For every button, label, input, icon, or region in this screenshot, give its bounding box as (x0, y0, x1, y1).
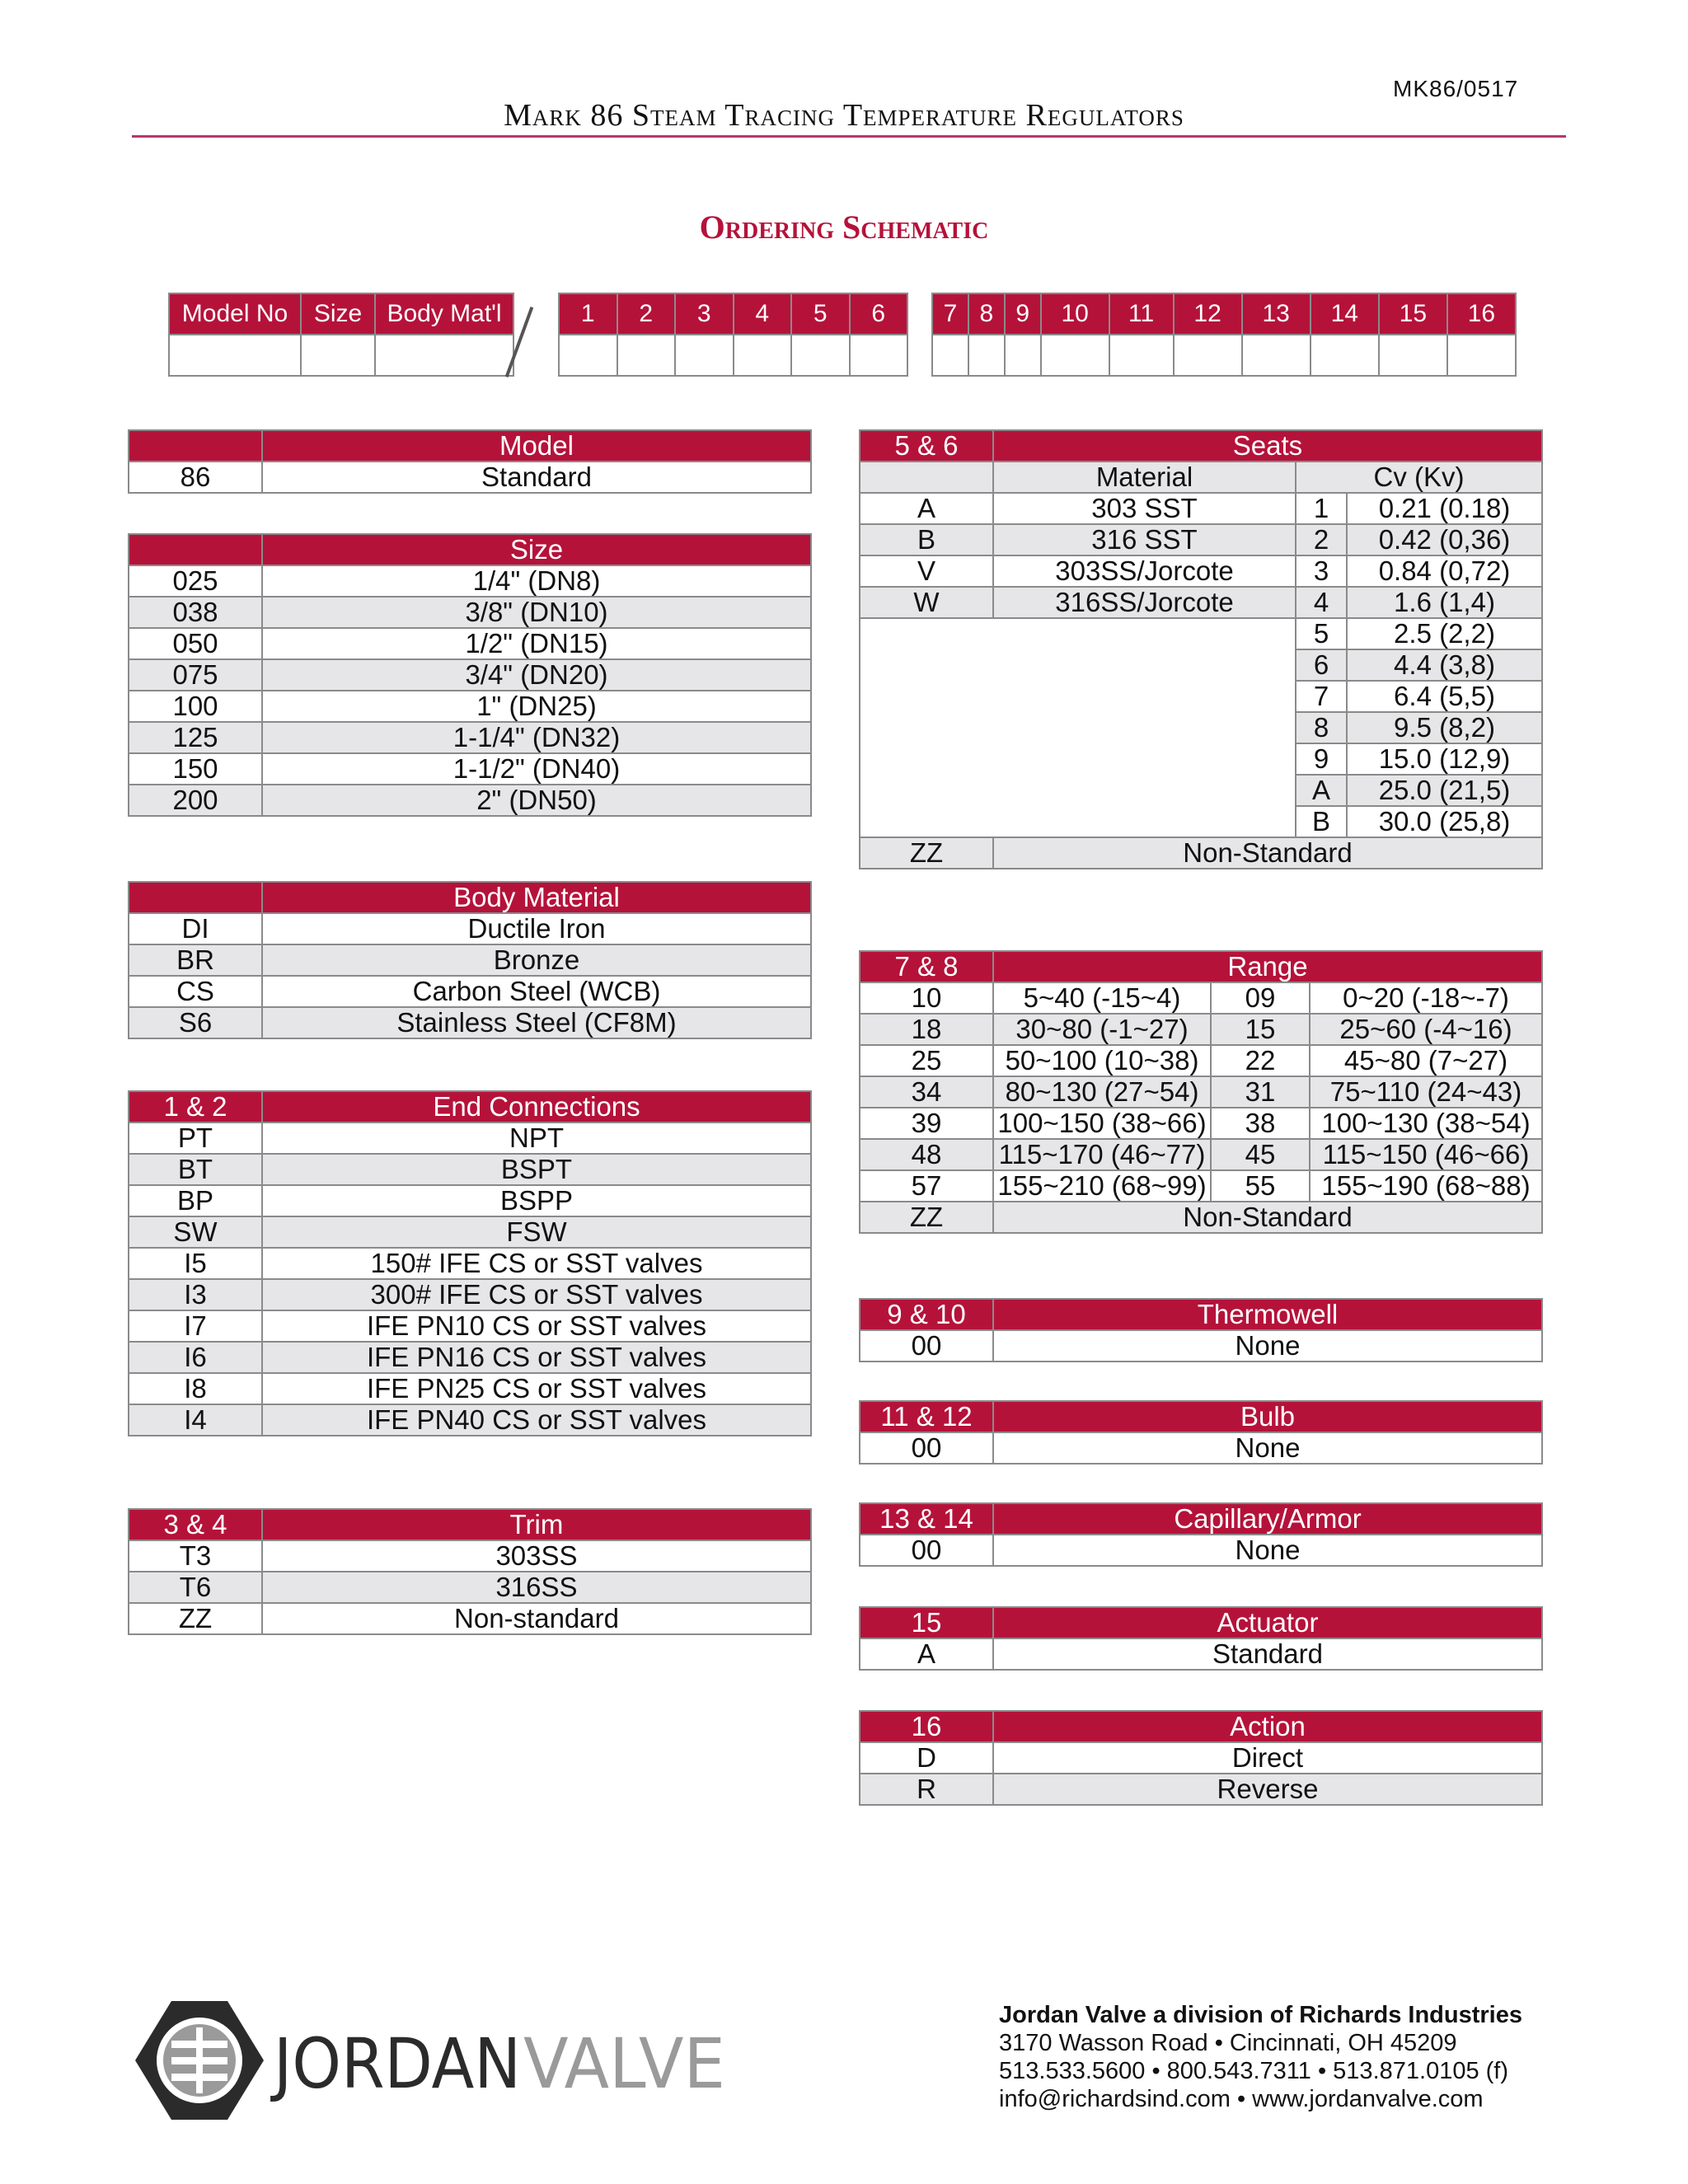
schematic-position-header: 7 (932, 293, 968, 335)
table-header-row (129, 430, 811, 462)
option-code: BR (129, 944, 262, 976)
range-code: 25 (860, 1045, 993, 1076)
table-row (129, 1007, 811, 1038)
table-row (129, 1373, 811, 1404)
empty-cell (860, 462, 993, 493)
capillary-armor-table (859, 1502, 1543, 1567)
schematic-position-header: 10 (1041, 293, 1109, 335)
option-description: 300# IFE CS or SST valves (262, 1279, 811, 1310)
table-row (129, 1404, 811, 1436)
cv-value: 2.5 (2,2) (1347, 618, 1542, 649)
option-code-header: 3 & 4 (129, 1509, 262, 1540)
option-code: 86 (129, 462, 262, 493)
option-code-header: 1 & 2 (129, 1091, 262, 1122)
table-row (129, 597, 811, 628)
schematic-group-2 (558, 293, 908, 377)
option-code-header: 11 & 12 (860, 1401, 993, 1432)
option-description: IFE PN25 CS or SST valves (262, 1373, 811, 1404)
range-code: 15 (1211, 1014, 1310, 1045)
table-header-row (860, 430, 1542, 462)
option-code: 050 (129, 628, 262, 659)
option-code: ZZ (129, 1603, 262, 1634)
table-title: Model (262, 430, 811, 462)
table-row (860, 1014, 1542, 1045)
jordan-valve-logo (124, 1986, 750, 2135)
cv-code: 3 (1296, 555, 1347, 587)
option-code: T6 (129, 1572, 262, 1603)
cv-code: 8 (1296, 712, 1347, 743)
schematic-position-header: 6 (850, 293, 908, 335)
table-row (860, 587, 1542, 618)
schematic-position-header: 2 (617, 293, 676, 335)
range-code: 55 (1211, 1170, 1310, 1202)
cv-code: A (1296, 775, 1347, 806)
option-code: I6 (129, 1342, 262, 1373)
schematic-entry-box[interactable] (169, 335, 301, 376)
option-description: 1/2" (DN15) (262, 628, 811, 659)
option-code: 100 (129, 691, 262, 722)
option-code: 00 (860, 1535, 993, 1566)
table-row (860, 1076, 1542, 1108)
option-description: BSPT (262, 1154, 811, 1185)
schematic-position-header: 8 (968, 293, 1005, 335)
option-code: W (860, 587, 993, 618)
company-name: Jordan Valve a division of Richards Industries (999, 2002, 1522, 2028)
option-description: 150# IFE CS or SST valves (262, 1248, 811, 1279)
option-description: 1/4" (DN8) (262, 565, 811, 597)
cv-code: 2 (1296, 524, 1347, 555)
cv-value: 25.0 (21,5) (1347, 775, 1542, 806)
table-row (860, 837, 1542, 869)
option-code: ZZ (860, 837, 993, 869)
cv-code: 1 (1296, 493, 1347, 524)
schematic-entry-box[interactable] (1379, 335, 1447, 376)
cv-value: 15.0 (12,9) (1347, 743, 1542, 775)
option-code: 00 (860, 1432, 993, 1464)
table-row (129, 565, 811, 597)
table-title: Trim (262, 1509, 811, 1540)
range-value: 75~110 (24~43) (1310, 1076, 1542, 1108)
schematic-entry-box[interactable] (734, 335, 792, 376)
schematic-entry-box[interactable] (1242, 335, 1311, 376)
schematic-position-header: 11 (1109, 293, 1174, 335)
option-description: Stainless Steel (CF8M) (262, 1007, 811, 1038)
schematic-entry-box[interactable] (559, 335, 617, 376)
schematic-group-3 (931, 293, 1517, 377)
option-code: BP (129, 1185, 262, 1216)
cv-header: Cv (Kv) (1296, 462, 1542, 493)
document-code: MK86/0517 (1393, 76, 1519, 101)
table-row (860, 1330, 1542, 1361)
table-row (129, 1342, 811, 1373)
range-code: 10 (860, 982, 993, 1014)
schematic-header-model-no: Model No (169, 293, 301, 335)
option-code: S6 (129, 1007, 262, 1038)
option-description: 1-1/4" (DN32) (262, 722, 811, 753)
table-row (129, 785, 811, 816)
option-description: None (993, 1432, 1542, 1464)
schematic-entry-box[interactable] (1005, 335, 1041, 376)
bulb-table (859, 1400, 1543, 1465)
option-code: A (860, 493, 993, 524)
table-header-row (860, 1607, 1542, 1638)
table-row (860, 1774, 1542, 1805)
table-row (860, 1432, 1542, 1464)
option-code: DI (129, 913, 262, 944)
range-value: 100~130 (38~54) (1310, 1108, 1542, 1139)
option-code: 150 (129, 753, 262, 785)
option-description: Non-Standard (993, 837, 1542, 869)
cv-code: 9 (1296, 743, 1347, 775)
schematic-position-header: 3 (675, 293, 734, 335)
option-description: Standard (262, 462, 811, 493)
option-code: 025 (129, 565, 262, 597)
table-header-row (129, 534, 811, 565)
range-code: 48 (860, 1139, 993, 1170)
option-description: IFE PN40 CS or SST valves (262, 1404, 811, 1436)
option-code: 125 (129, 722, 262, 753)
range-code: 31 (1211, 1076, 1310, 1108)
range-value: 100~150 (38~66) (993, 1108, 1211, 1139)
option-description: Non-standard (262, 1603, 811, 1634)
table-row (860, 493, 1542, 524)
option-description: Ductile Iron (262, 913, 811, 944)
option-code: D (860, 1742, 993, 1774)
option-code: I5 (129, 1248, 262, 1279)
range-value: 115~170 (46~77) (993, 1139, 1211, 1170)
table-row (860, 1170, 1542, 1202)
table-row (129, 691, 811, 722)
schematic-entry-box[interactable] (1041, 335, 1109, 376)
option-description: None (993, 1535, 1542, 1566)
option-description: NPT (262, 1122, 811, 1154)
option-code-header: 7 & 8 (860, 951, 993, 982)
schematic-entry-box[interactable] (968, 335, 1005, 376)
option-description: 303SS (262, 1540, 811, 1572)
table-title: Size (262, 534, 811, 565)
table-row (860, 524, 1542, 555)
table-row (860, 1742, 1542, 1774)
option-code-header (129, 534, 262, 565)
option-description: 316SS (262, 1572, 811, 1603)
option-description: IFE PN10 CS or SST valves (262, 1310, 811, 1342)
option-code: T3 (129, 1540, 262, 1572)
option-description: Reverse (993, 1774, 1542, 1805)
option-code: 075 (129, 659, 262, 691)
material-header: Material (993, 462, 1296, 493)
table-row (860, 1638, 1542, 1670)
option-code-header: 13 & 14 (860, 1503, 993, 1535)
option-description: None (993, 1330, 1542, 1361)
table-row (129, 1603, 811, 1634)
table-title: Bulb (993, 1401, 1542, 1432)
table-row (129, 1122, 811, 1154)
body-material-table (128, 881, 812, 1039)
option-code-header: 5 & 6 (860, 430, 993, 462)
logo-emblem-icon (135, 2001, 264, 2120)
table-row (129, 1154, 811, 1185)
option-code: PT (129, 1122, 262, 1154)
cv-value: 0.84 (0,72) (1347, 555, 1542, 587)
range-value: 155~210 (68~99) (993, 1170, 1211, 1202)
cv-code: 5 (1296, 618, 1347, 649)
model-table (128, 429, 812, 494)
table-title: Range (993, 951, 1542, 982)
table-row (129, 1310, 811, 1342)
range-code: 22 (1211, 1045, 1310, 1076)
option-description: Bronze (262, 944, 811, 976)
size-table (128, 533, 812, 817)
table-row (860, 1535, 1542, 1566)
end-connections-table (128, 1090, 812, 1436)
table-row (860, 982, 1542, 1014)
table-row (129, 462, 811, 493)
option-code-header: 9 & 10 (860, 1299, 993, 1330)
table-header-row (860, 951, 1542, 982)
schematic-entry-box[interactable] (932, 335, 968, 376)
range-code: 57 (860, 1170, 993, 1202)
table-title: Seats (993, 430, 1542, 462)
range-code: 09 (1211, 982, 1310, 1014)
table-row (860, 1139, 1542, 1170)
option-code: B (860, 524, 993, 555)
table-row (129, 1216, 811, 1248)
header-rule (132, 135, 1566, 138)
option-code: 00 (860, 1330, 993, 1361)
table-header-row (860, 1401, 1542, 1432)
option-description: 1-1/2" (DN40) (262, 753, 811, 785)
schematic-position-header: 15 (1379, 293, 1447, 335)
table-row (129, 1572, 811, 1603)
range-code: 34 (860, 1076, 993, 1108)
option-code: I3 (129, 1279, 262, 1310)
schematic-position-header: 1 (559, 293, 617, 335)
cv-value: 30.0 (25,8) (1347, 806, 1542, 837)
table-title: Body Material (262, 882, 811, 913)
schematic-entry-box[interactable] (375, 335, 513, 376)
range-code: 39 (860, 1108, 993, 1139)
table-header-row (860, 1503, 1542, 1535)
schematic-position-header: 16 (1447, 293, 1516, 335)
option-code: 200 (129, 785, 262, 816)
schematic-position-header: 5 (791, 293, 850, 335)
option-code: I7 (129, 1310, 262, 1342)
table-title: Action (993, 1711, 1542, 1742)
table-row (129, 753, 811, 785)
schematic-position-header: 14 (1311, 293, 1379, 335)
cv-code: 4 (1296, 587, 1347, 618)
action-table (859, 1710, 1543, 1806)
cv-code: 6 (1296, 649, 1347, 681)
option-code: A (860, 1638, 993, 1670)
option-code-header: 15 (860, 1607, 993, 1638)
schematic-position-header: 13 (1242, 293, 1311, 335)
address: 3170 Wasson Road • Cincinnati, OH 45209 (999, 2030, 1457, 2056)
table-row (129, 1185, 811, 1216)
cv-code: B (1296, 806, 1347, 837)
option-description: 316 SST (993, 524, 1296, 555)
schematic-header-body-matl: Body Mat'l (375, 293, 513, 335)
option-code: R (860, 1774, 993, 1805)
table-row (129, 722, 811, 753)
option-code: I4 (129, 1404, 262, 1436)
table-title: Thermowell (993, 1299, 1542, 1330)
table-header-row (860, 1711, 1542, 1742)
schematic-position-header: 9 (1005, 293, 1041, 335)
schematic-entry-box[interactable] (1109, 335, 1174, 376)
range-value: 115~150 (46~66) (1310, 1139, 1542, 1170)
contact-block (999, 2001, 1522, 2113)
option-description: 316SS/Jorcote (993, 587, 1296, 618)
option-description: IFE PN16 CS or SST valves (262, 1342, 811, 1373)
table-title: Capillary/Armor (993, 1503, 1542, 1535)
table-row (860, 618, 1542, 649)
email-website: info@richardsind.com • www.jordanvalve.com (999, 2086, 1484, 2112)
table-subheader-row (860, 462, 1542, 493)
section-title: Ordering Schematic (699, 209, 989, 246)
table-header-row (129, 882, 811, 913)
option-code: BT (129, 1154, 262, 1185)
schematic-entry-box[interactable] (301, 335, 375, 376)
range-value: 0~20 (-18~-7) (1310, 982, 1542, 1014)
option-description: FSW (262, 1216, 811, 1248)
schematic-entry-box[interactable] (1311, 335, 1379, 376)
range-value: 155~190 (68~88) (1310, 1170, 1542, 1202)
range-value: 25~60 (-4~16) (1310, 1014, 1542, 1045)
document-title: Mark 86 Steam Tracing Temperature Regulators (504, 98, 1184, 133)
option-code-header: 16 (860, 1711, 993, 1742)
schematic-header-size: Size (301, 293, 375, 335)
range-value: 45~80 (7~27) (1310, 1045, 1542, 1076)
trim-table (128, 1508, 812, 1635)
table-header-row (860, 1299, 1542, 1330)
table-header-row (129, 1091, 811, 1122)
option-code: ZZ (860, 1202, 993, 1233)
option-description: 2" (DN50) (262, 785, 811, 816)
range-table (859, 950, 1543, 1234)
table-row (860, 1202, 1542, 1233)
option-code-header (129, 430, 262, 462)
cv-value: 4.4 (3,8) (1347, 649, 1542, 681)
option-code: 038 (129, 597, 262, 628)
range-value: 30~80 (-1~27) (993, 1014, 1211, 1045)
table-row (860, 555, 1542, 587)
option-description: 1" (DN25) (262, 691, 811, 722)
range-value: 5~40 (-15~4) (993, 982, 1211, 1014)
schematic-entry-box[interactable] (675, 335, 734, 376)
cv-value: 6.4 (5,5) (1347, 681, 1542, 712)
option-code: I8 (129, 1373, 262, 1404)
cv-value: 9.5 (8,2) (1347, 712, 1542, 743)
option-description: 3/8" (DN10) (262, 597, 811, 628)
range-value: 80~130 (27~54) (993, 1076, 1211, 1108)
table-row (129, 1540, 811, 1572)
schematic-entry-box[interactable] (791, 335, 850, 376)
option-description: Direct (993, 1742, 1542, 1774)
table-row (860, 1108, 1542, 1139)
cv-value: 0.21 (0.18) (1347, 493, 1542, 524)
cv-code: 7 (1296, 681, 1347, 712)
table-row (129, 913, 811, 944)
option-description: 303SS/Jorcote (993, 555, 1296, 587)
option-description: 303 SST (993, 493, 1296, 524)
table-row (129, 1248, 811, 1279)
cv-value: 1.6 (1,4) (1347, 587, 1542, 618)
schematic-entry-box[interactable] (617, 335, 676, 376)
thermowell-table (859, 1298, 1543, 1362)
table-title: End Connections (262, 1091, 811, 1122)
schematic-position-header: 12 (1174, 293, 1242, 335)
empty-area (860, 618, 1296, 837)
logo-wordmark-bold: JORDAN (270, 2023, 521, 2104)
table-row (129, 1279, 811, 1310)
option-description: Non-Standard (993, 1202, 1542, 1233)
option-code: SW (129, 1216, 262, 1248)
range-value: 50~100 (10~38) (993, 1045, 1211, 1076)
range-code: 38 (1211, 1108, 1310, 1139)
table-row (129, 944, 811, 976)
table-row (129, 976, 811, 1007)
schematic-entry-box[interactable] (1447, 335, 1516, 376)
range-code: 45 (1211, 1139, 1310, 1170)
schematic-entry-box[interactable] (1174, 335, 1242, 376)
option-description: Standard (993, 1638, 1542, 1670)
table-title: Actuator (993, 1607, 1542, 1638)
schematic-group-1 (168, 293, 514, 377)
option-description: Carbon Steel (WCB) (262, 976, 811, 1007)
cv-value: 0.42 (0,36) (1347, 524, 1542, 555)
seats-table (859, 429, 1543, 869)
phone-numbers: 513.533.5600 • 800.543.7311 • 513.871.0105 (f) (999, 2058, 1509, 2084)
range-code: 18 (860, 1014, 993, 1045)
table-row (129, 659, 811, 691)
table-header-row (129, 1509, 811, 1540)
option-code: CS (129, 976, 262, 1007)
actuator-table (859, 1606, 1543, 1671)
option-code: V (860, 555, 993, 587)
table-row (129, 628, 811, 659)
schematic-entry-box[interactable] (850, 335, 908, 376)
option-code-header (129, 882, 262, 913)
table-row (860, 1045, 1542, 1076)
schematic-position-header: 4 (734, 293, 792, 335)
option-description: BSPP (262, 1185, 811, 1216)
logo-wordmark-light: VALVE (523, 2023, 725, 2104)
option-description: 3/4" (DN20) (262, 659, 811, 691)
